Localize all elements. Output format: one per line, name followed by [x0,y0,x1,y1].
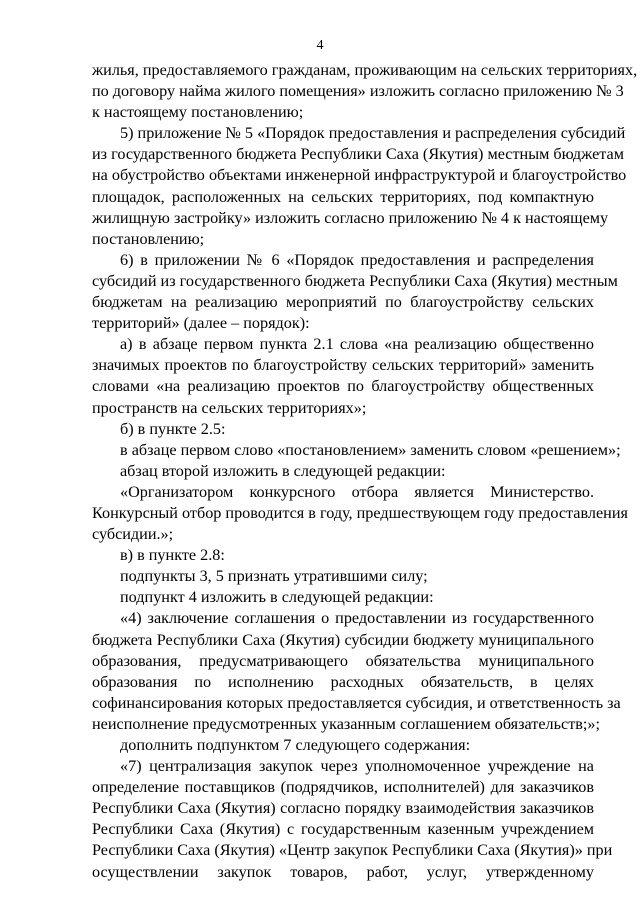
text-line: площадок, расположенных на сельских территориях, под компактную [92,187,594,206]
text-line: пространств на сельских территориях»; [92,398,367,417]
text-line: софинансирования которых предоставляется субсидия, и ответственность за [92,693,621,712]
text-line: Конкурсный отбор проводится в году, предшествующем году предоставления [92,503,628,522]
text-line: по договору найма жилого помещения» изложить согласно приложению № 3 [92,82,624,101]
text-line: словами «на реализацию проектов по благоустройству общественных [92,377,594,396]
text-line: субсидий из государственного бюджета Республики Саха (Якутия) местным [92,271,618,290]
text-line: осуществлении закупок товаров, работ, услуг, утвержденному [92,862,594,881]
text-line: «7) централизация закупок через уполномоченное учреждение на [120,757,594,776]
text-line: в) в пункте 2.8: [120,546,225,565]
text-line: бюджетам на реализацию мероприятий по благоустройству сельских [92,293,594,312]
text-line: а) в абзаце первом пункта 2.1 слова «на реализацию общественно [120,335,594,354]
text-line: 6) в приложении № 6 «Порядок предоставления и распределения [120,250,594,269]
text-line: Республики Саха (Якутия) с государственным казенным учреждением [92,820,594,839]
text-line: образования, предусматривающего обязательства муниципального [92,651,594,670]
text-line: определение поставщиков (подрядчиков, исполнителей) для заказчиков [92,778,594,797]
text-line: подпункты 3, 5 признать утратившими силу; [120,567,428,586]
text-line: из государственного бюджета Республики Саха (Якутия) местным бюджетам [92,145,624,164]
text-line: жилищную застройку» изложить согласно приложению № 4 к настоящему [92,208,609,227]
text-line: территорий» (далее – порядок): [92,314,310,333]
text-line: на обустройство объектами инженерной инфраструктурой и благоустройство [92,166,627,185]
text-line: к настоящему постановлению; [92,103,304,122]
page-number: 4 [316,38,324,53]
text-line: абзац второй изложить в следующей редакции: [120,461,446,480]
text-line: дополнить подпунктом 7 следующего содержания: [120,736,471,754]
text-line: жилья, предоставляемого гражданам, проживающим на сельских территориях, [92,61,638,79]
text-line: неисполнение предусмотренных указанным соглашением обязательств;»; [92,714,600,733]
text-line: Республики Саха (Якутия) согласно порядку взаимодействия заказчиков [92,799,594,818]
text-line: «Организатором конкурсного отбора является Министерство. [120,482,594,501]
document-body [92,60,638,883]
text-line: в абзаце первом слово «постановлением» заменить словом «решением»; [120,440,621,459]
text-line: образования по исполнению расходных обязательств, в целях [92,672,594,691]
text-line: 5) приложение № 5 «Порядок предоставления и распределения субсидий [120,124,626,143]
text-line: Республики Саха (Якутия) «Центр закупок Республики Саха (Якутия)» при [92,841,613,860]
text-line: субсидии.»; [92,525,174,544]
text-line: подпункт 4 изложить в следующей редакции: [120,588,434,607]
text-line: значимых проектов по благоустройству сельских территорий» заменить [92,356,594,375]
text-line: бюджета Республики Саха (Якутия) субсидии бюджету муниципального [92,630,594,649]
text-line: «4) заключение соглашения о предоставлении из государственного [120,609,594,628]
text-line: постановлению; [92,229,205,248]
text-line: б) в пункте 2.5: [120,419,226,438]
